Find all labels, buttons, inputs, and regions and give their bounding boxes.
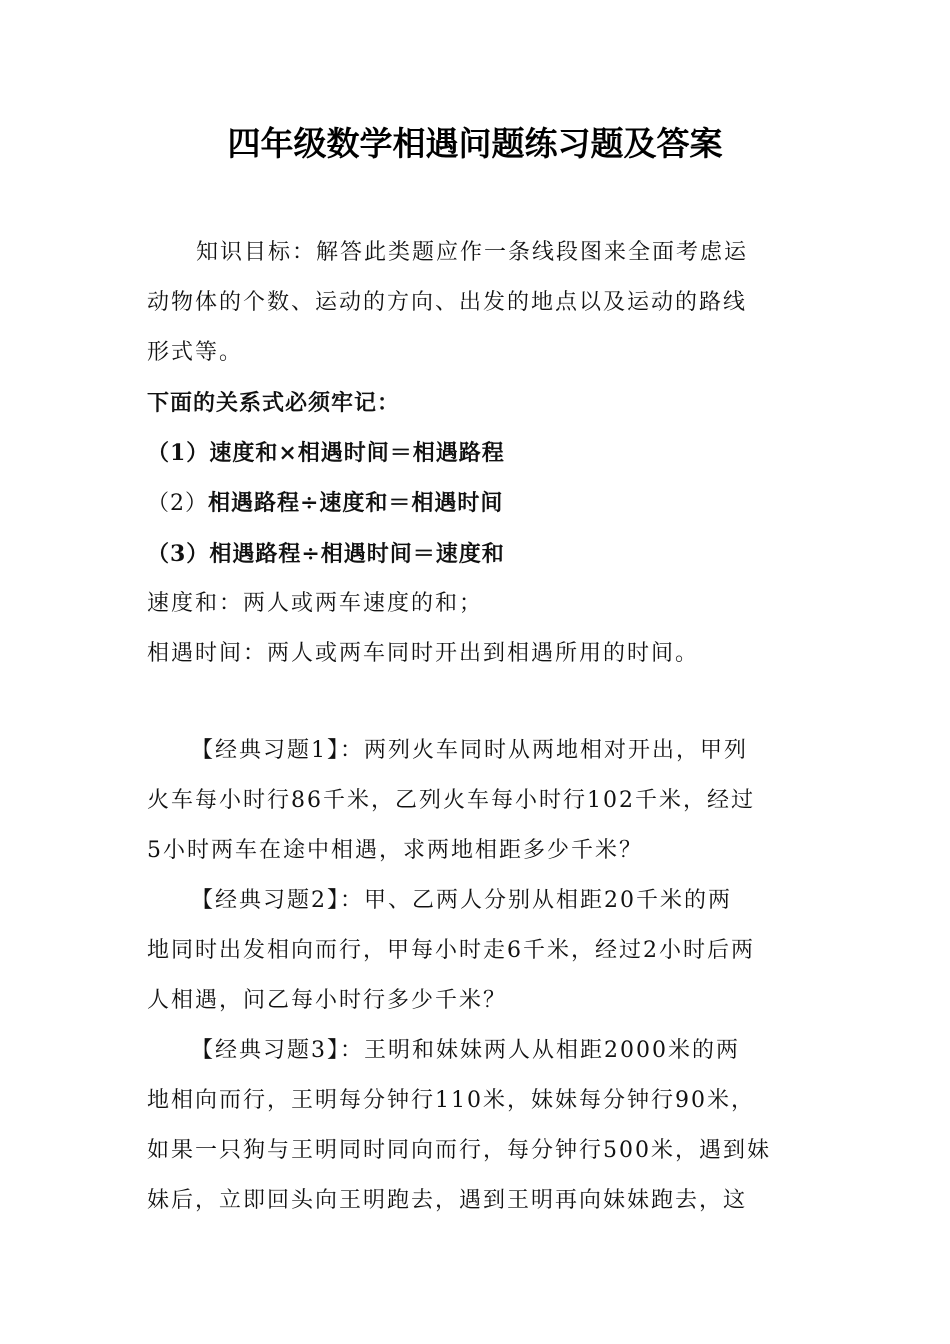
- definition-line: 速度和：两人或两车速度的和；: [147, 591, 484, 616]
- document-body: [147, 228, 807, 1226]
- problem-1-line: 【经典习题1】：两列火车同时从两地相对开出，甲列: [191, 738, 748, 763]
- problem-2-line: 【经典习题2】：甲、乙两人分别从相距20千米的两: [191, 888, 732, 913]
- page-title: 四年级数学相遇问题练习题及答案: [227, 124, 723, 163]
- definition-line: 相遇时间：两人或两车同时开出到相遇所用的时间。: [147, 641, 700, 666]
- problem-2-line: 地同时出发相向而行，甲每小时走6千米，经过2小时后两: [147, 938, 755, 963]
- formula-text: 相遇路程÷相遇时间＝速度和: [209, 541, 505, 567]
- problem-1-line: 火车每小时行86千米，乙列火车每小时行102千米，经过: [147, 788, 755, 813]
- problem-1-line: 5小时两车在途中相遇，求两地相距多少千米？: [147, 838, 643, 863]
- intro-line: 形式等。: [147, 340, 244, 365]
- intro-line: 知识目标：解答此类题应作一条线段图来全面考虑运: [196, 240, 749, 265]
- formula-2: [147, 478, 807, 529]
- problem-3-line: 地相向而行，王明每分钟行110米，妹妹每分钟行90米，: [147, 1088, 755, 1113]
- formula-text: 相遇路程÷速度和＝相遇时间: [208, 490, 504, 516]
- problem-3-line: 如果一只狗与王明同时同向而行，每分钟行500米，遇到妹: [147, 1138, 771, 1163]
- spacer: [147, 679, 807, 726]
- formula-1: [147, 428, 807, 478]
- formula-number: （3）: [147, 541, 210, 567]
- relations-heading: 下面的关系式必须牢记：: [147, 390, 401, 416]
- formula-text: 速度和×相遇时间＝相遇路程: [209, 440, 505, 466]
- problem-3-line: 【经典习题3】：王明和妹妹两人从相距2000米的两: [191, 1038, 740, 1063]
- intro-line: 动物体的个数、运动的方向、出发的地点以及运动的路线: [147, 290, 748, 315]
- problem-2-line: 人相遇，问乙每小时行多少千米？: [147, 988, 508, 1013]
- formula-number: （2）: [147, 491, 208, 516]
- problem-3-line: 妹后，立即回头向王明跑去，遇到王明再向妹妹跑去，这: [147, 1188, 748, 1213]
- formula-3: [147, 529, 807, 579]
- formula-number: （1）: [147, 440, 210, 466]
